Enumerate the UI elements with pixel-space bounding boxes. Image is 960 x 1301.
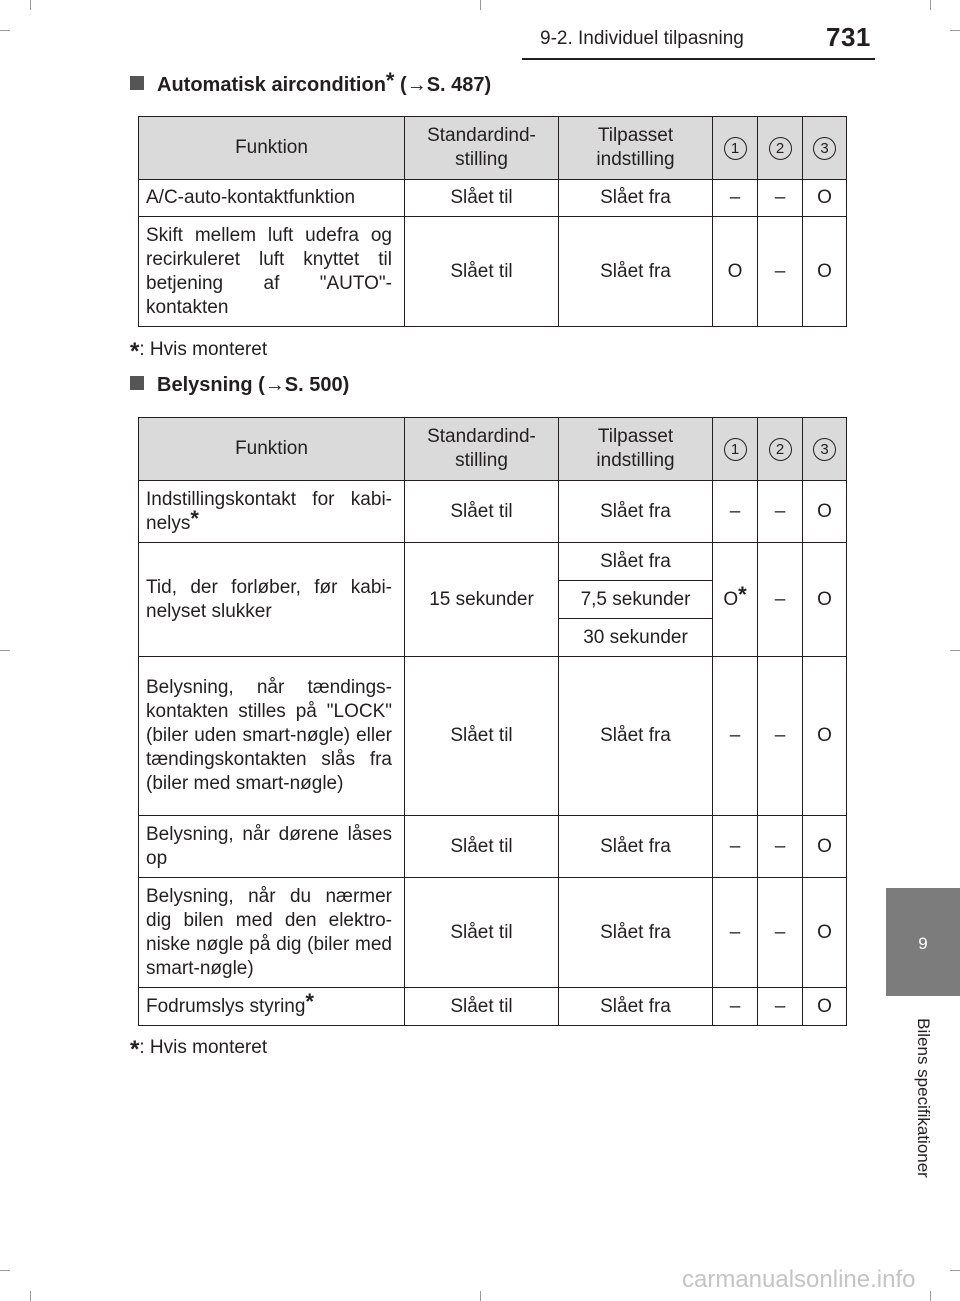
method-1-cell: – xyxy=(713,481,758,543)
circled-number-1: 1 xyxy=(724,438,747,461)
function-cell: Belysning, når du nærmer dig bilen med den elektro-niske nøgle på dig (biler med smart-nøgle) xyxy=(139,878,405,988)
chapter-label: Bilens specifikationer xyxy=(914,1018,933,1178)
function-cell: Belysning, når dørene låses op xyxy=(139,816,405,878)
method-1-cell: O xyxy=(713,217,758,327)
table-header-row xyxy=(139,117,847,180)
crop-mark xyxy=(0,30,10,31)
custom-option-cell: Slået fra xyxy=(559,543,713,581)
section-header-title: 9-2. Individuel tilpasning xyxy=(540,28,744,49)
default-cell: 15 sekunder xyxy=(405,543,559,657)
footnote: *: Hvis monteret xyxy=(130,338,268,365)
settings-table-lighting xyxy=(138,417,847,1026)
crop-mark xyxy=(950,1270,960,1271)
table-row xyxy=(139,180,847,217)
table-row xyxy=(139,878,847,988)
asterisk-icon: * xyxy=(738,581,747,607)
crop-mark xyxy=(480,1291,481,1301)
circled-number-1: 1 xyxy=(724,137,747,160)
function-cell: A/C-auto-kontaktfunktion xyxy=(139,180,405,217)
settings-table-aircondition xyxy=(138,116,847,327)
col-header-function: Funktion xyxy=(139,418,405,481)
circled-number-3: 3 xyxy=(813,438,836,461)
col-header-default: Standardind-stilling xyxy=(405,418,559,481)
asterisk-icon: * xyxy=(190,505,199,531)
function-cell: Tid, der forløber, før kabi-nelyset slukker xyxy=(139,543,405,657)
circled-number-3: 3 xyxy=(813,137,836,160)
custom-cell: Slået fra xyxy=(559,988,713,1026)
table-row xyxy=(139,657,847,816)
table-header-row xyxy=(139,418,847,481)
asterisk-icon: * xyxy=(130,1036,140,1063)
section-page-reference[interactable]: (→S. 487) xyxy=(400,74,492,96)
header-divider xyxy=(522,58,875,60)
method-3-cell: O xyxy=(803,988,847,1026)
method-2-cell: – xyxy=(758,180,803,217)
col-header-custom: Tilpasset indstilling xyxy=(559,418,713,481)
method-3-cell: O xyxy=(803,217,847,327)
section-heading-lighting xyxy=(130,374,349,397)
crop-mark xyxy=(930,0,931,10)
default-cell: Slået til xyxy=(405,481,559,543)
col-header-custom: Tilpasset indstilling xyxy=(559,117,713,180)
method-3-cell: O xyxy=(803,657,847,816)
method-1-cell: – xyxy=(713,988,758,1026)
function-cell: Fodrumslys styring* xyxy=(139,988,405,1026)
method-2-cell: – xyxy=(758,543,803,657)
crop-mark xyxy=(30,0,31,10)
table-row xyxy=(139,481,847,543)
col-header-default: Standardind-stilling xyxy=(405,117,559,180)
default-cell: Slået til xyxy=(405,816,559,878)
function-cell: Skift mellem luft udefra og recirkuleret luft knyttet til betjening af "AUTO"-kontakten xyxy=(139,217,405,327)
chapter-tab xyxy=(886,888,960,996)
crop-mark xyxy=(930,1291,931,1301)
table-row xyxy=(139,217,847,327)
crop-mark xyxy=(30,1291,31,1301)
default-cell: Slået til xyxy=(405,988,559,1026)
crop-mark xyxy=(950,650,960,651)
method-2-cell: – xyxy=(758,988,803,1026)
method-3-cell: O xyxy=(803,481,847,543)
custom-cell: Slået fra xyxy=(559,180,713,217)
default-cell: Slået til xyxy=(405,657,559,816)
method-2-cell: – xyxy=(758,657,803,816)
asterisk-icon: * xyxy=(305,988,314,1014)
custom-cell: Slået fra xyxy=(559,878,713,988)
crop-mark xyxy=(950,30,960,31)
method-2-cell: – xyxy=(758,816,803,878)
table-row xyxy=(139,988,847,1026)
asterisk-icon: * xyxy=(385,68,395,93)
chapter-number: 9 xyxy=(918,934,928,953)
crop-mark xyxy=(0,1270,10,1271)
custom-cell: Slået fra xyxy=(559,481,713,543)
section-title: Belysning xyxy=(157,374,253,396)
crop-mark xyxy=(480,0,481,10)
method-2-cell: – xyxy=(758,217,803,327)
footnote: *: Hvis monteret xyxy=(130,1036,268,1063)
method-1-cell: – xyxy=(713,657,758,816)
custom-option-cell: 30 sekunder xyxy=(559,619,713,657)
page-number: 731 xyxy=(826,22,871,52)
default-cell: Slået til xyxy=(405,180,559,217)
method-3-cell: O xyxy=(803,878,847,988)
col-header-function: Funktion xyxy=(139,117,405,180)
method-1-cell: – xyxy=(713,816,758,878)
table-row xyxy=(139,543,847,581)
custom-cell: Slået fra xyxy=(559,657,713,816)
square-bullet-icon xyxy=(130,76,144,90)
section-heading-aircondition xyxy=(130,68,492,97)
chapter-label-box xyxy=(886,1000,960,1196)
table-row xyxy=(139,816,847,878)
method-1-cell: O* xyxy=(713,543,758,657)
method-3-cell: O xyxy=(803,816,847,878)
method-2-cell: – xyxy=(758,878,803,988)
default-cell: Slået til xyxy=(405,878,559,988)
method-1-cell: – xyxy=(713,180,758,217)
default-cell: Slået til xyxy=(405,217,559,327)
circled-number-2: 2 xyxy=(769,137,792,160)
asterisk-icon: * xyxy=(130,338,140,365)
section-title: Automatisk aircondition xyxy=(157,74,386,96)
custom-cell: Slået fra xyxy=(559,816,713,878)
function-cell: Belysning, når tændings-kontakten stilles på "LOCK" (biler uden smart-nøgle) eller tændingskontakten slås fra (biler med smart-nøgle) xyxy=(139,657,405,816)
watermark: carmanualsonline.info xyxy=(682,1266,916,1293)
method-3-cell: O xyxy=(803,180,847,217)
method-3-cell: O xyxy=(803,543,847,657)
circled-number-2: 2 xyxy=(769,438,792,461)
section-page-reference[interactable]: (→S. 500) xyxy=(258,374,350,396)
custom-option-cell: 7,5 sekunder xyxy=(559,581,713,619)
function-cell: Indstillingskontakt for kabi-nelys* xyxy=(139,481,405,543)
method-2-cell: – xyxy=(758,481,803,543)
method-1-cell: – xyxy=(713,878,758,988)
custom-cell: Slået fra xyxy=(559,217,713,327)
square-bullet-icon xyxy=(130,376,144,390)
crop-mark xyxy=(0,650,10,651)
